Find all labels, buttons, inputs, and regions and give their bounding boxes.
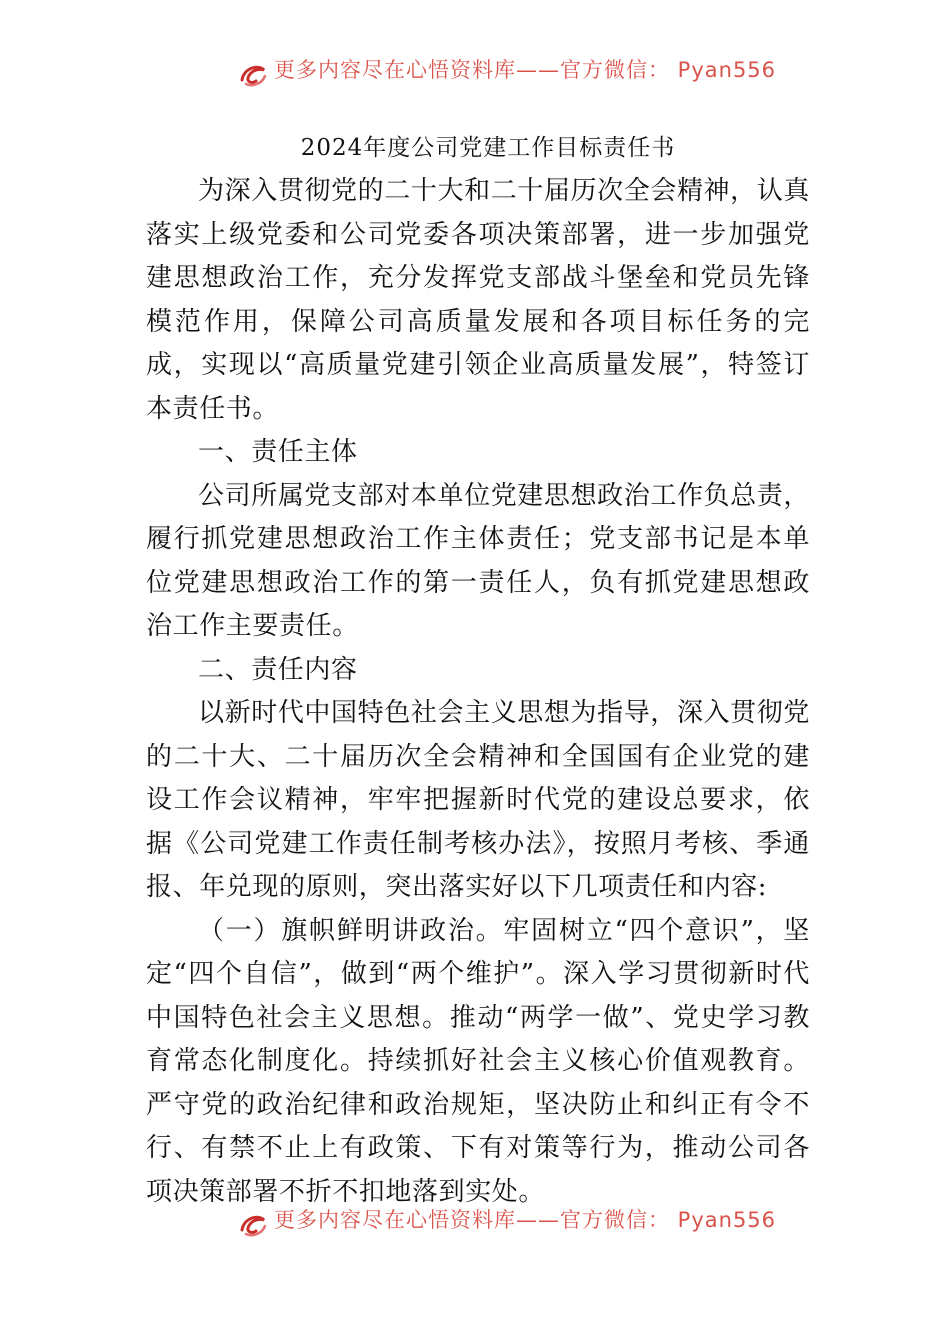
document-title: 2024年度公司党建工作目标责任书 <box>300 135 676 161</box>
section-heading-responsibility-content: 二、责任内容 <box>198 654 358 685</box>
header-watermark <box>0 52 950 92</box>
watermark-text: 更多内容尽在心悟资料库——官方微信： Pyan556 <box>274 1208 777 1232</box>
red-swirl-logo-icon <box>238 1212 268 1238</box>
document-body <box>146 128 810 1214</box>
responsibility-content-paragraph: 以新时代中国特色社会主义思想为指导，深入贯彻党的二十大、二十届历次全会精神和全国国有企业党的建设工作会议精神，牢牢把握新时代党的建设总要求，依据《公司党建工作责任制考核办法》，按照月考核、季通报、年兑现的原则，突出落实好以下几项责任和内容: <box>146 698 810 902</box>
intro-paragraph: 为深入贯彻党的二十大和二十届历次全会精神，认真落实上级党委和公司党委各项决策部署，进一步加强党建思想政治工作，充分发挥党支部战斗堡垒和党员先锋模范作用，保障公司高质量发展和各项目标任务的完成，实现以“高质量党建引领企业高质量发展”，特签订本责任书。 <box>146 176 810 424</box>
watermark-text: 更多内容尽在心悟资料库——官方微信： Pyan556 <box>274 58 777 82</box>
red-swirl-logo-icon <box>238 62 268 88</box>
footer-watermark <box>0 1202 950 1242</box>
section-heading-responsible-party: 一、责任主体 <box>198 437 358 467</box>
politics-paragraph: （一）旗帜鲜明讲政治。牢固树立“四个意识”，坚定“四个自信”，做到“两个维护”。深入学习贯彻新时代中国特色社会主义思想。推动“两学一做”、党史学习教育常态化制度化。持续抓好社会主义核心价值观教育。严守党的政治纪律和政治规矩，坚决防止和纠正有令不行、有禁不止上有政策、下有对策等行为，推动公司各项决策部署不折不扣地落到实处。 <box>146 915 810 1207</box>
responsible-party-paragraph: 公司所属党支部对本单位党建思想政治工作负总责，履行抓党建思想政治工作主体责任；党支部书记是本单位党建思想政治工作的第一责任人，负有抓党建思想政治工作主要责任。 <box>146 480 810 641</box>
